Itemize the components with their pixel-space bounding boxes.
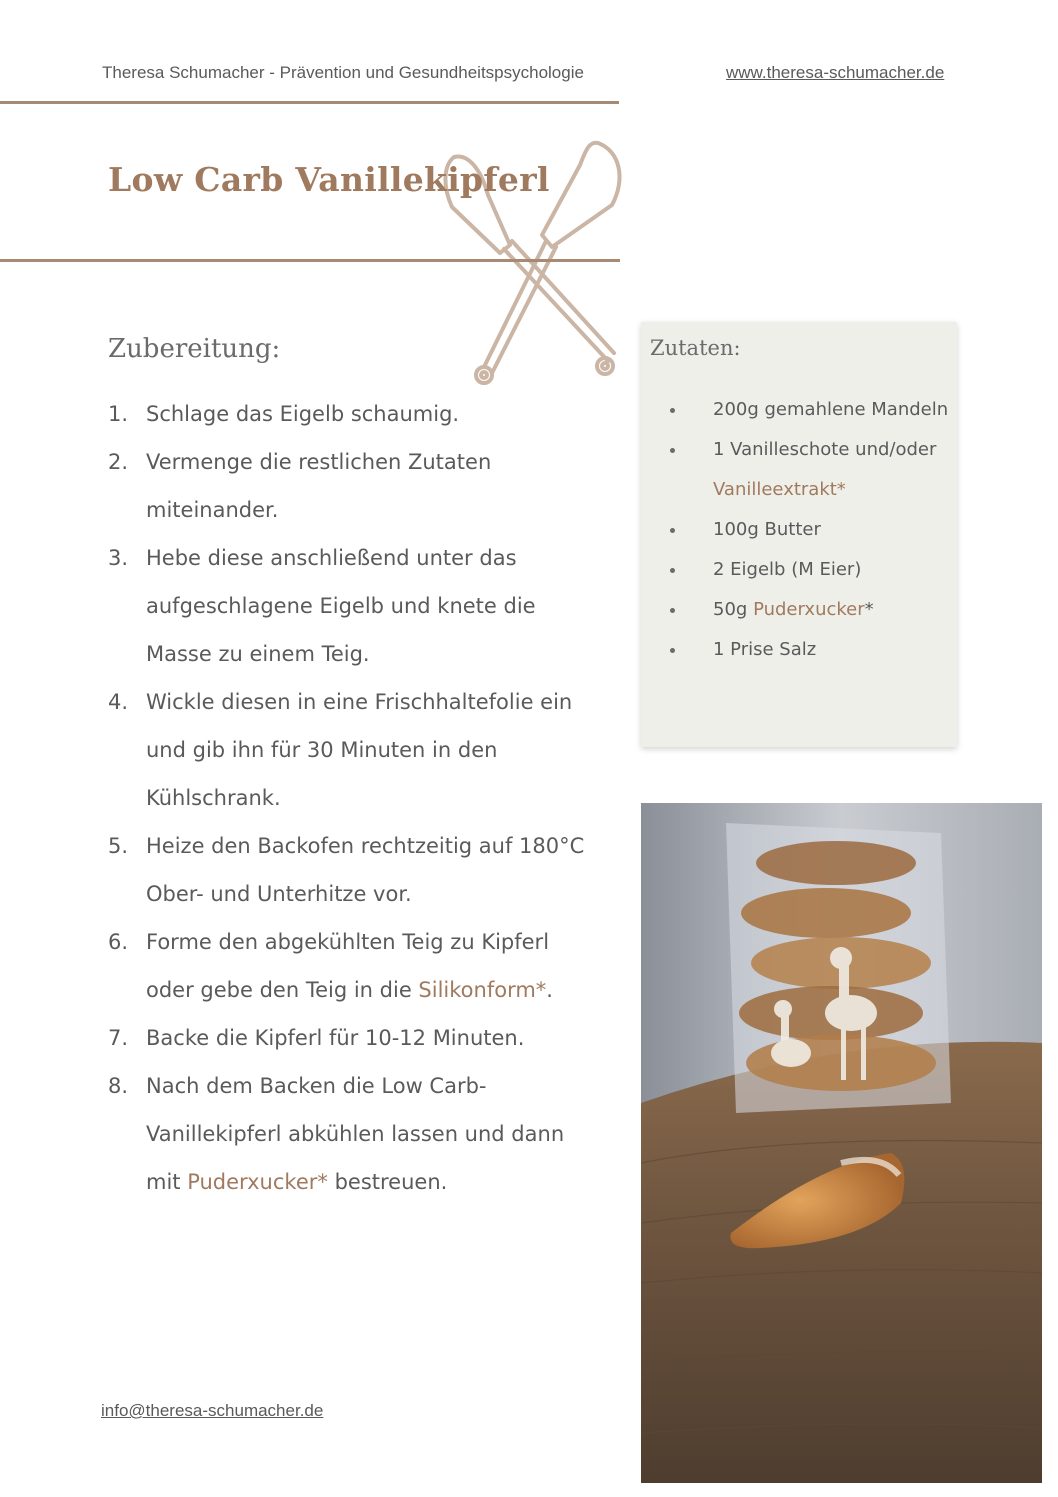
ingredient-item: 2 Eigelb (M Eier)	[641, 550, 957, 590]
preparation-steps	[108, 390, 588, 1206]
puderxucker-link[interactable]: Puderxucker*	[187, 1170, 328, 1194]
vanilleextrakt-link[interactable]: Vanilleextrakt*	[713, 479, 846, 500]
step-item: 2. Vermenge die restlichen Zutaten miteinander.	[108, 450, 492, 522]
ingredients-heading: Zutaten:	[650, 336, 741, 360]
step-item: 4. Wickle diesen in eine Frischhaltefolie ein und gib ihn für 30 Minuten in den Kühlschrank.	[108, 690, 573, 810]
title-divider	[0, 259, 620, 262]
step-item: 5. Heize den Backofen rechtzeitig auf 180°C Ober- und Unterhitze vor.	[108, 834, 585, 906]
header-website-link[interactable]: www.theresa-schumacher.de	[726, 63, 945, 82]
cookie-photo	[641, 803, 1042, 1483]
ingredients-box	[641, 322, 957, 747]
ingredient-item: 200g gemahlene Mandeln	[641, 390, 957, 430]
recipe-title: Low Carb Vanillekipferl	[108, 160, 550, 199]
step-item: 7. Backe die Kipferl für 10-12 Minuten.	[108, 1026, 525, 1050]
ingredient-item: 1 Vanilleschote und/oder Vanilleextrakt*	[641, 430, 957, 510]
step-item: 6. Forme den abgekühlten Teig zu Kipferl oder gebe den Teig in die Silikonform*.	[108, 930, 553, 1002]
ingredient-item: 1 Prise Salz	[641, 630, 957, 670]
step-item: 8. Nach dem Backen die Low Carb-Vanillekipferl abkühlen lassen und dann mit Puderxucker* bestreuen.	[108, 1074, 565, 1194]
silikonform-link[interactable]: Silikonform*	[418, 978, 547, 1002]
ingredient-item: 50g Puderxucker*	[641, 590, 957, 630]
header-divider	[0, 101, 619, 104]
step-item: 3. Hebe diese anschließend unter das aufgeschlagene Eigelb und knete die Masse zu einem Teig.	[108, 546, 536, 666]
header-author-line: Theresa Schumacher - Prävention und Gesundheitspsychologie	[102, 63, 584, 82]
step-item: 1. Schlage das Eigelb schaumig.	[108, 402, 460, 426]
puderxucker-link[interactable]: Puderxucker	[753, 599, 865, 620]
preparation-heading: Zubereitung:	[108, 334, 281, 364]
footer-email-link[interactable]: info@theresa-schumacher.de	[101, 1401, 324, 1420]
ingredients-list	[641, 390, 957, 670]
ingredient-item: 100g Butter	[641, 510, 957, 550]
